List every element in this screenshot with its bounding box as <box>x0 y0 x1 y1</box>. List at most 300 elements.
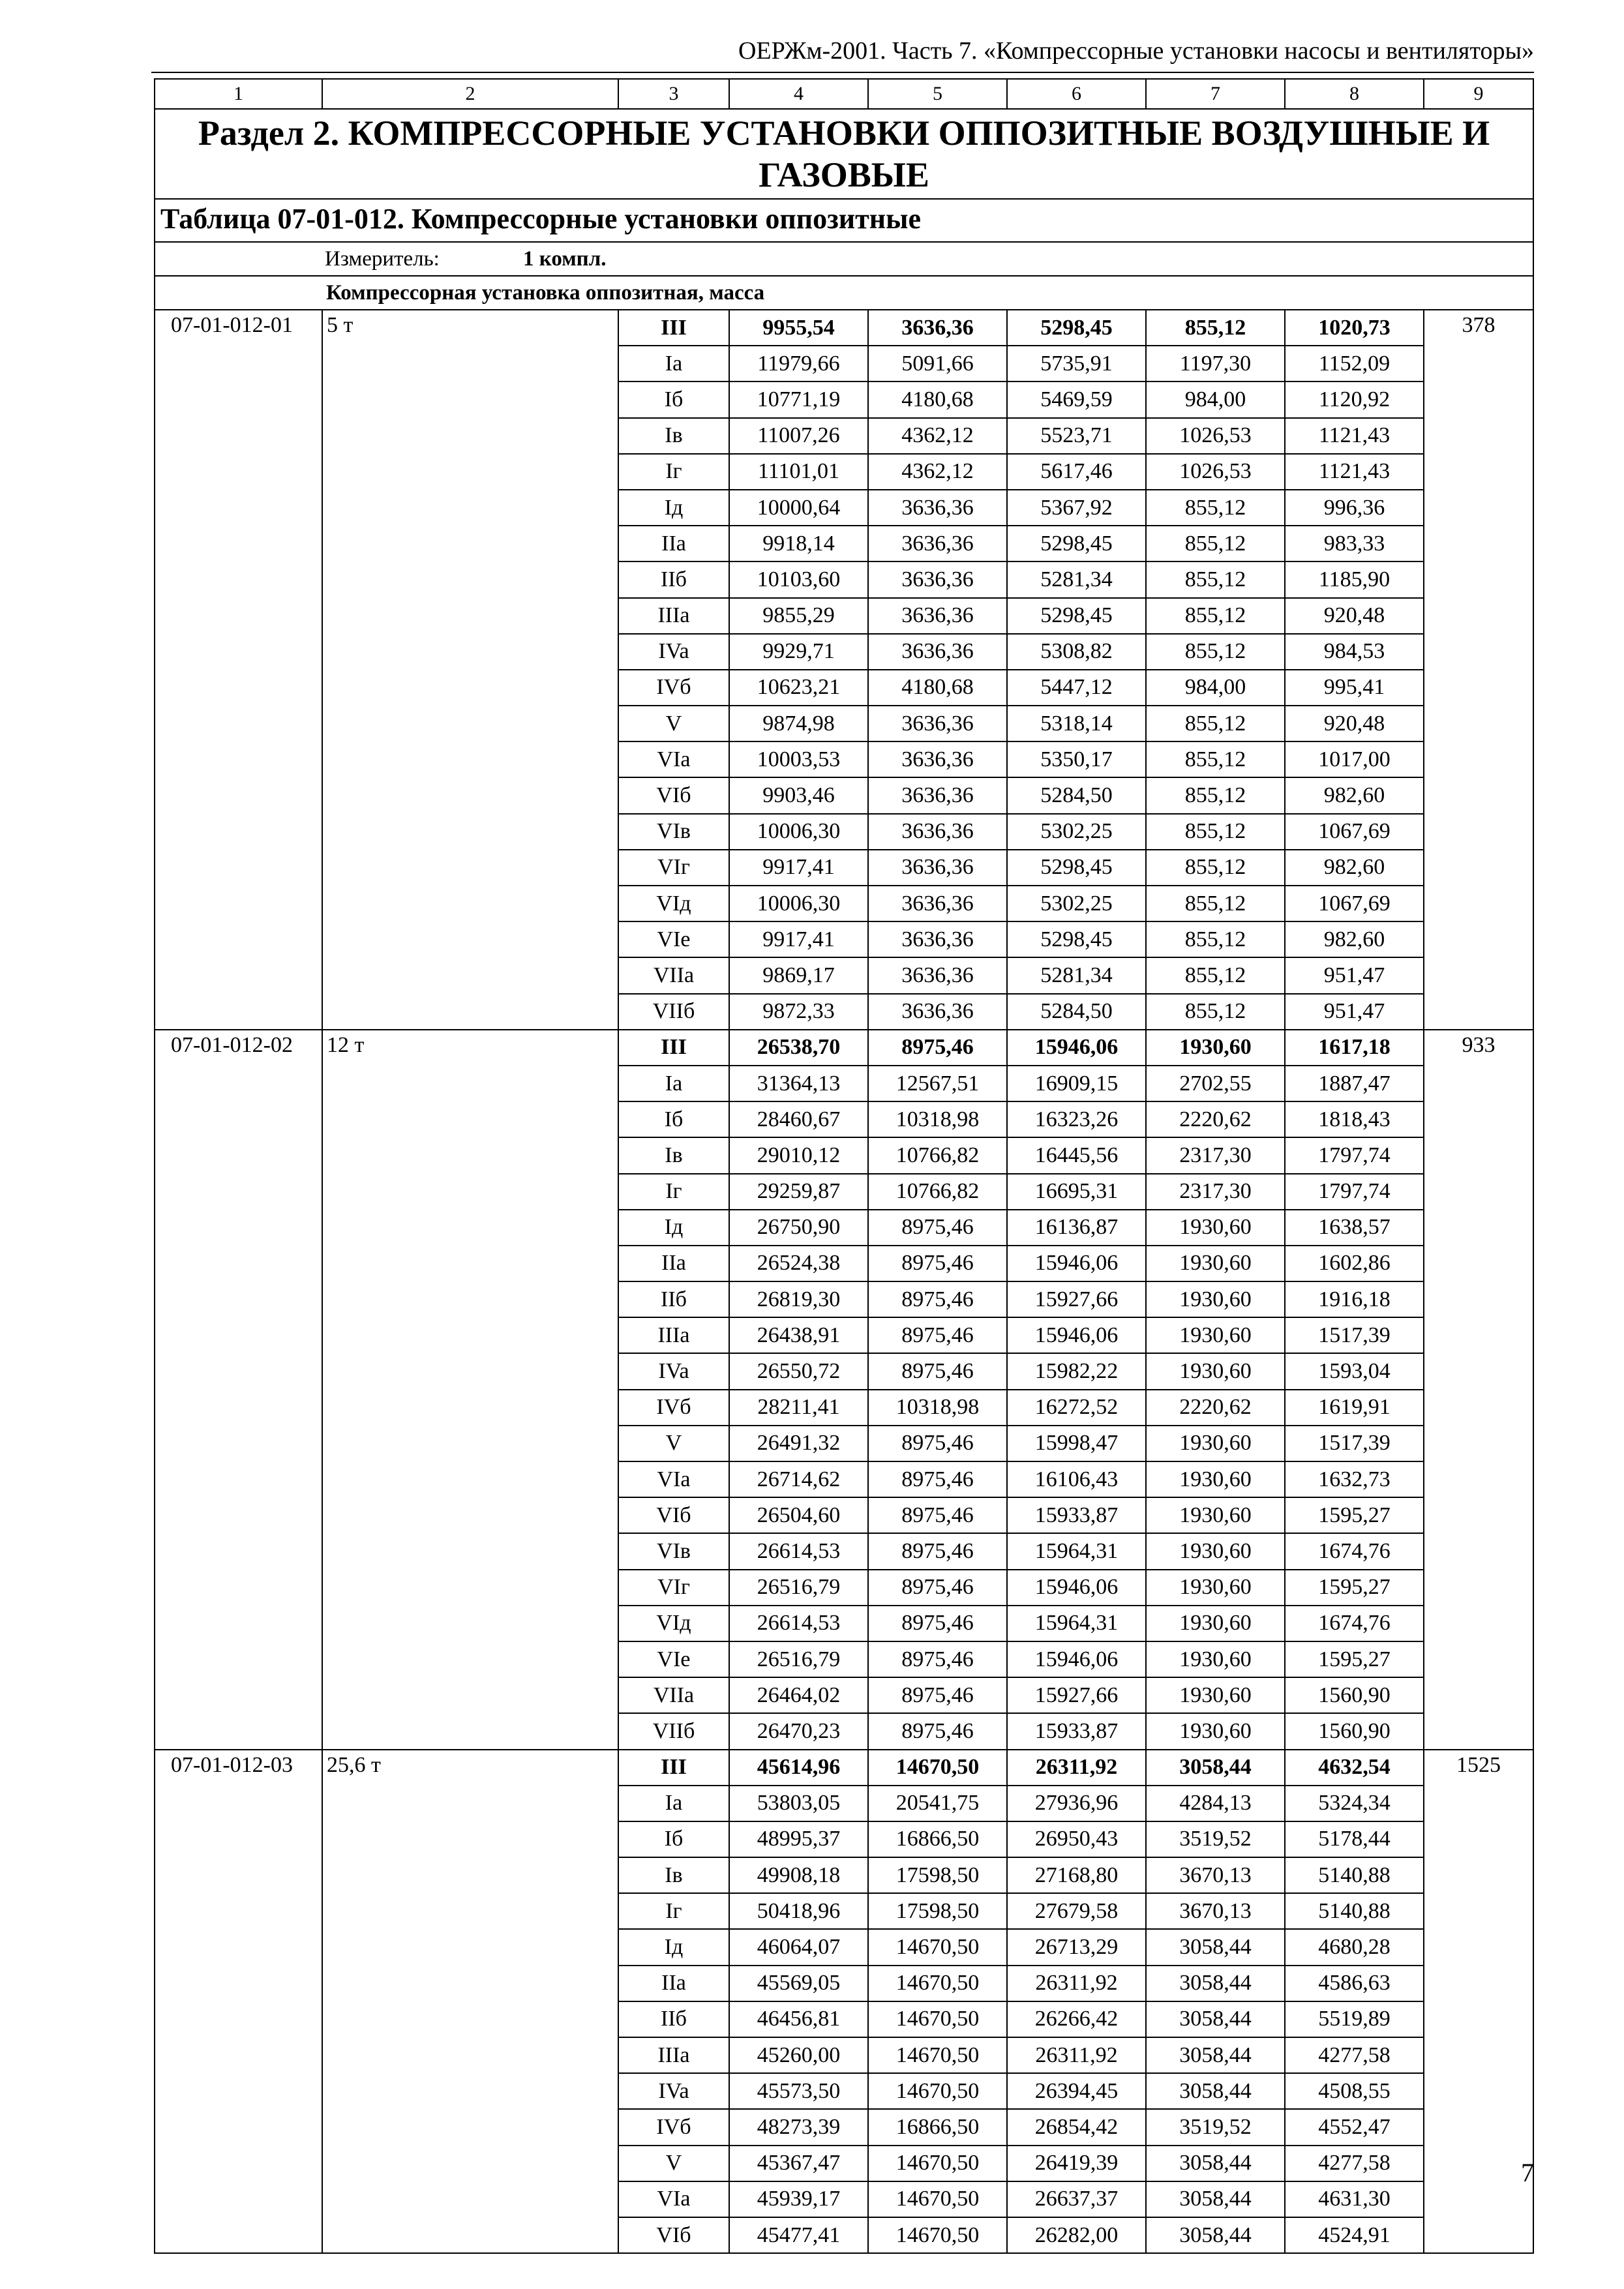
value-cell: 8975,46 <box>868 1533 1007 1569</box>
value-cell: 5735,91 <box>1007 346 1146 382</box>
value-cell: 15946,06 <box>1007 1641 1146 1677</box>
value-cell: 855,12 <box>1146 310 1285 346</box>
rate-code: 07-01-012-03 <box>155 1750 322 2254</box>
value-cell: 8975,46 <box>868 1641 1007 1677</box>
zone-cell: VIa <box>618 741 729 777</box>
value-cell: 9918,14 <box>729 526 868 561</box>
value-cell: 45477,41 <box>729 2217 868 2253</box>
zone-cell: IIa <box>618 1246 729 1281</box>
value-cell: 4277,58 <box>1285 2037 1424 2073</box>
value-cell: 855,12 <box>1146 561 1285 597</box>
value-cell: 1638,57 <box>1285 1210 1424 1246</box>
value-cell: 4508,55 <box>1285 2073 1424 2109</box>
value-cell: 26491,32 <box>729 1426 868 1461</box>
value-cell: 10003,53 <box>729 741 868 777</box>
value-cell: 1595,27 <box>1285 1570 1424 1606</box>
measure-value: 1 компл. <box>523 247 607 271</box>
value-cell: 4362,12 <box>868 454 1007 490</box>
zone-cell: VIг <box>618 1570 729 1606</box>
value-cell: 14670,50 <box>868 2073 1007 2109</box>
value-cell: 8975,46 <box>868 1570 1007 1606</box>
value-cell: 9903,46 <box>729 777 868 813</box>
value-cell: 14670,50 <box>868 2217 1007 2253</box>
value-cell: 855,12 <box>1146 886 1285 921</box>
value-cell: 8975,46 <box>868 1353 1007 1389</box>
value-cell: 3636,36 <box>868 994 1007 1030</box>
column-number: 6 <box>1007 79 1146 109</box>
value-cell: 3670,13 <box>1146 1893 1285 1929</box>
value-cell: 15946,06 <box>1007 1570 1146 1606</box>
value-cell: 8975,46 <box>868 1317 1007 1353</box>
zone-cell: VIIa <box>618 1677 729 1713</box>
value-cell: 10318,98 <box>868 1101 1007 1137</box>
column-numbers-row <box>155 79 1533 109</box>
value-cell: 45569,05 <box>729 1966 868 2001</box>
value-cell: 3636,36 <box>868 957 1007 993</box>
value-cell: 3058,44 <box>1146 1750 1285 1786</box>
value-cell: 15998,47 <box>1007 1426 1146 1461</box>
value-cell: 3636,36 <box>868 598 1007 634</box>
header-rule <box>151 72 1534 73</box>
value-cell: 26819,30 <box>729 1281 868 1317</box>
value-cell: 5324,34 <box>1285 1786 1424 1821</box>
value-cell: 1930,60 <box>1146 1210 1285 1246</box>
value-cell: 4524,91 <box>1285 2217 1424 2253</box>
zone-cell: IVa <box>618 1353 729 1389</box>
value-cell: 3058,44 <box>1146 2217 1285 2253</box>
rate-code: 07-01-012-02 <box>155 1030 322 1750</box>
value-cell: 855,12 <box>1146 526 1285 561</box>
value-cell: 855,12 <box>1146 921 1285 957</box>
value-cell: 5523,71 <box>1007 418 1146 454</box>
value-cell: 45939,17 <box>729 2181 868 2217</box>
value-cell: 1887,47 <box>1285 1066 1424 1101</box>
value-cell: 45614,96 <box>729 1750 868 1786</box>
zone-cell: IIIa <box>618 598 729 634</box>
zone-cell: IIб <box>618 2001 729 2037</box>
value-cell: 5091,66 <box>868 346 1007 382</box>
value-cell: 1121,43 <box>1285 454 1424 490</box>
value-cell: 8975,46 <box>868 1713 1007 1749</box>
value-cell: 16909,15 <box>1007 1066 1146 1101</box>
value-cell: 15927,66 <box>1007 1677 1146 1713</box>
value-cell: 10766,82 <box>868 1137 1007 1173</box>
value-cell: 27679,58 <box>1007 1893 1146 1929</box>
value-cell: 8975,46 <box>868 1677 1007 1713</box>
value-cell: 26464,02 <box>729 1677 868 1713</box>
zone-cell: IVб <box>618 1390 729 1426</box>
value-cell: 1020,73 <box>1285 310 1424 346</box>
value-cell: 14670,50 <box>868 1966 1007 2001</box>
zone-cell: VIIa <box>618 957 729 993</box>
value-cell: 1930,60 <box>1146 1317 1285 1353</box>
value-cell: 983,33 <box>1285 526 1424 561</box>
value-cell: 5178,44 <box>1285 1821 1424 1857</box>
value-cell: 4632,54 <box>1285 1750 1424 1786</box>
value-cell: 1602,86 <box>1285 1246 1424 1281</box>
section-title: Раздел 2. КОМПРЕССОРНЫЕ УСТАНОВКИ ОППОЗИТНЫЕ ВОЗДУШНЫЕ И ГАЗОВЫЕ <box>155 109 1533 199</box>
rates-table <box>154 78 1534 2254</box>
value-cell: 5318,14 <box>1007 706 1146 741</box>
value-cell: 27936,96 <box>1007 1786 1146 1821</box>
value-cell: 26470,23 <box>729 1713 868 1749</box>
value-cell: 26266,42 <box>1007 2001 1146 2037</box>
value-cell: 27168,80 <box>1007 1857 1146 1893</box>
value-cell: 3058,44 <box>1146 2073 1285 2109</box>
value-cell: 1930,60 <box>1146 1246 1285 1281</box>
value-cell: 1120,92 <box>1285 382 1424 417</box>
value-cell: 1930,60 <box>1146 1713 1285 1749</box>
value-cell: 4586,63 <box>1285 1966 1424 2001</box>
zone-cell: Iб <box>618 1821 729 1857</box>
value-cell: 26311,92 <box>1007 1750 1146 1786</box>
column-number: 9 <box>1424 79 1533 109</box>
value-cell: 16106,43 <box>1007 1461 1146 1497</box>
value-cell: 14670,50 <box>868 2181 1007 2217</box>
value-cell: 3519,52 <box>1146 1821 1285 1857</box>
value-cell: 1930,60 <box>1146 1353 1285 1389</box>
value-cell: 20541,75 <box>868 1786 1007 1821</box>
value-cell: 1593,04 <box>1285 1353 1424 1389</box>
value-cell: 10103,60 <box>729 561 868 597</box>
value-cell: 4180,68 <box>868 670 1007 706</box>
value-cell: 3636,36 <box>868 886 1007 921</box>
value-cell: 15946,06 <box>1007 1246 1146 1281</box>
value-cell: 1818,43 <box>1285 1101 1424 1137</box>
value-cell: 1517,39 <box>1285 1317 1424 1353</box>
table-title: Таблица 07-01-012. Компрессорные установки оппозитные <box>155 199 1533 242</box>
value-cell: 28211,41 <box>729 1390 868 1426</box>
value-cell: 5367,92 <box>1007 490 1146 526</box>
zone-cell: VIa <box>618 1461 729 1497</box>
value-cell: 50418,96 <box>729 1893 868 1929</box>
value-cell: 5308,82 <box>1007 634 1146 670</box>
value-cell: 5298,45 <box>1007 598 1146 634</box>
zone-cell: Ia <box>618 1066 729 1101</box>
zone-cell: Iд <box>618 490 729 526</box>
value-cell: 855,12 <box>1146 706 1285 741</box>
value-cell: 1930,60 <box>1146 1281 1285 1317</box>
value-cell: 855,12 <box>1146 634 1285 670</box>
measure-label: Измеритель: <box>325 247 440 271</box>
value-cell: 15946,06 <box>1007 1317 1146 1353</box>
value-cell: 3636,36 <box>868 777 1007 813</box>
zone-cell: VIe <box>618 921 729 957</box>
table-row <box>155 310 1533 346</box>
column-number: 7 <box>1146 79 1285 109</box>
value-cell: 9872,33 <box>729 994 868 1030</box>
zone-cell: VIв <box>618 1533 729 1569</box>
value-cell: 855,12 <box>1146 814 1285 850</box>
value-cell: 982,60 <box>1285 921 1424 957</box>
value-cell: 11007,26 <box>729 418 868 454</box>
zone-cell: VIд <box>618 1606 729 1641</box>
value-cell: 15933,87 <box>1007 1497 1146 1533</box>
value-cell: 15946,06 <box>1007 1030 1146 1066</box>
value-cell: 4277,58 <box>1285 2146 1424 2181</box>
value-cell: 3519,52 <box>1146 2109 1285 2145</box>
value-cell: 5281,34 <box>1007 561 1146 597</box>
value-cell: 3636,36 <box>868 310 1007 346</box>
value-cell: 26282,00 <box>1007 2217 1146 2253</box>
value-cell: 1930,60 <box>1146 1426 1285 1461</box>
zone-cell: Iг <box>618 1174 729 1210</box>
value-cell: 48995,37 <box>729 1821 868 1857</box>
value-cell: 5284,50 <box>1007 777 1146 813</box>
value-cell: 16866,50 <box>868 2109 1007 2145</box>
value-cell: 3058,44 <box>1146 2146 1285 2181</box>
value-cell: 8975,46 <box>868 1606 1007 1641</box>
zone-cell: VIв <box>618 814 729 850</box>
value-cell: 26311,92 <box>1007 1966 1146 2001</box>
value-cell: 9955,54 <box>729 310 868 346</box>
value-cell: 3636,36 <box>868 634 1007 670</box>
zone-cell: IIб <box>618 1281 729 1317</box>
value-cell: 16866,50 <box>868 1821 1007 1857</box>
value-cell: 855,12 <box>1146 994 1285 1030</box>
value-cell: 12567,51 <box>868 1066 1007 1101</box>
value-cell: 3636,36 <box>868 490 1007 526</box>
value-cell: 15927,66 <box>1007 1281 1146 1317</box>
value-cell: 46064,07 <box>729 1929 868 1965</box>
value-cell: 1595,27 <box>1285 1641 1424 1677</box>
value-cell: 1067,69 <box>1285 814 1424 850</box>
zone-cell: Iв <box>618 1137 729 1173</box>
value-cell: 8975,46 <box>868 1281 1007 1317</box>
zone-cell: IIб <box>618 561 729 597</box>
page-number: 7 <box>1521 2158 1534 2187</box>
value-cell: 14670,50 <box>868 2146 1007 2181</box>
value-cell: 26524,38 <box>729 1246 868 1281</box>
value-cell: 1026,53 <box>1146 454 1285 490</box>
value-cell: 1121,43 <box>1285 418 1424 454</box>
value-cell: 9874,98 <box>729 706 868 741</box>
value-cell: 28460,67 <box>729 1101 868 1137</box>
value-cell: 3058,44 <box>1146 1929 1285 1965</box>
value-cell: 26750,90 <box>729 1210 868 1246</box>
value-cell: 9869,17 <box>729 957 868 993</box>
value-cell: 2220,62 <box>1146 1390 1285 1426</box>
value-cell: 1560,90 <box>1285 1713 1424 1749</box>
zone-cell: III <box>618 1750 729 1786</box>
table-row <box>155 1030 1533 1066</box>
zone-cell: IVб <box>618 2109 729 2145</box>
value-cell: 1930,60 <box>1146 1641 1285 1677</box>
value-cell: 8975,46 <box>868 1497 1007 1533</box>
zone-cell: VIa <box>618 2181 729 2217</box>
value-cell: 26438,91 <box>729 1317 868 1353</box>
value-cell: 45573,50 <box>729 2073 868 2109</box>
column-number: 1 <box>155 79 322 109</box>
value-cell: 5298,45 <box>1007 921 1146 957</box>
value-cell: 1619,91 <box>1285 1390 1424 1426</box>
table-row <box>155 1750 1533 1786</box>
value-cell: 5302,25 <box>1007 814 1146 850</box>
value-cell: 53803,05 <box>729 1786 868 1821</box>
zone-cell: Iг <box>618 1893 729 1929</box>
value-cell: 45260,00 <box>729 2037 868 2073</box>
zone-cell: VIe <box>618 1641 729 1677</box>
value-cell: 10006,30 <box>729 886 868 921</box>
zone-cell: Iв <box>618 418 729 454</box>
value-cell: 45367,47 <box>729 2146 868 2181</box>
value-cell: 9917,41 <box>729 921 868 957</box>
value-cell: 49908,18 <box>729 1857 868 1893</box>
rate-code: 07-01-012-01 <box>155 310 322 1030</box>
value-cell: 855,12 <box>1146 957 1285 993</box>
column-number: 3 <box>618 79 729 109</box>
value-cell: 2220,62 <box>1146 1101 1285 1137</box>
zone-cell: Iб <box>618 382 729 417</box>
value-cell: 1674,76 <box>1285 1606 1424 1641</box>
zone-cell: VIб <box>618 777 729 813</box>
value-cell: 26714,62 <box>729 1461 868 1497</box>
value-cell: 15982,22 <box>1007 1353 1146 1389</box>
value-cell: 1930,60 <box>1146 1606 1285 1641</box>
value-cell: 982,60 <box>1285 850 1424 886</box>
value-cell: 5140,88 <box>1285 1857 1424 1893</box>
mass-cell: 5 т <box>322 310 618 1030</box>
value-cell: 26713,29 <box>1007 1929 1146 1965</box>
value-cell: 26504,60 <box>729 1497 868 1533</box>
value-cell: 5617,46 <box>1007 454 1146 490</box>
resource-name: Компрессорная установка оппозитная, масса <box>155 276 1533 310</box>
value-cell: 5302,25 <box>1007 886 1146 921</box>
value-cell: 5519,89 <box>1285 2001 1424 2037</box>
value-cell: 1797,74 <box>1285 1174 1424 1210</box>
value-cell: 26394,45 <box>1007 2073 1146 2109</box>
value-cell: 5469,59 <box>1007 382 1146 417</box>
value-cell: 3058,44 <box>1146 2001 1285 2037</box>
value-cell: 2702,55 <box>1146 1066 1285 1101</box>
zone-cell: III <box>618 310 729 346</box>
value-cell: 3636,36 <box>868 706 1007 741</box>
value-cell: 10006,30 <box>729 814 868 850</box>
zone-cell: VIIб <box>618 1713 729 1749</box>
zone-cell: IVa <box>618 634 729 670</box>
value-cell: 1026,53 <box>1146 418 1285 454</box>
value-cell: 920,48 <box>1285 598 1424 634</box>
zone-cell: Ia <box>618 1786 729 1821</box>
value-cell: 14670,50 <box>868 2001 1007 2037</box>
value-cell: 1930,60 <box>1146 1030 1285 1066</box>
zone-cell: III <box>618 1030 729 1066</box>
value-cell: 3058,44 <box>1146 2181 1285 2217</box>
value-cell: 8975,46 <box>868 1030 1007 1066</box>
zone-cell: Iд <box>618 1210 729 1246</box>
value-cell: 5350,17 <box>1007 741 1146 777</box>
value-cell: 1152,09 <box>1285 346 1424 382</box>
value-cell: 9929,71 <box>729 634 868 670</box>
value-cell: 1632,73 <box>1285 1461 1424 1497</box>
page-header: ОЕРЖм-2001. Часть 7. «Компрессорные установки насосы и вентиляторы» <box>738 37 1534 65</box>
value-cell: 5298,45 <box>1007 310 1146 346</box>
value-cell: 1595,27 <box>1285 1497 1424 1533</box>
value-cell: 855,12 <box>1146 490 1285 526</box>
value-cell: 3636,36 <box>868 814 1007 850</box>
value-cell: 10771,19 <box>729 382 868 417</box>
zone-cell: V <box>618 706 729 741</box>
value-cell: 26614,53 <box>729 1606 868 1641</box>
value-cell: 3058,44 <box>1146 2037 1285 2073</box>
value-cell: 951,47 <box>1285 994 1424 1030</box>
value-cell: 31364,13 <box>729 1066 868 1101</box>
value-cell: 1560,90 <box>1285 1677 1424 1713</box>
value-cell: 1797,74 <box>1285 1137 1424 1173</box>
value-cell: 8975,46 <box>868 1461 1007 1497</box>
zone-cell: IIa <box>618 1966 729 2001</box>
value-cell: 26538,70 <box>729 1030 868 1066</box>
value-cell: 17598,50 <box>868 1893 1007 1929</box>
value-cell: 3636,36 <box>868 561 1007 597</box>
value-cell: 26550,72 <box>729 1353 868 1389</box>
value-cell: 1185,90 <box>1285 561 1424 597</box>
value-cell: 16136,87 <box>1007 1210 1146 1246</box>
value-cell: 2317,30 <box>1146 1174 1285 1210</box>
value-cell: 8975,46 <box>868 1426 1007 1461</box>
value-cell: 855,12 <box>1146 850 1285 886</box>
value-cell: 3058,44 <box>1146 1966 1285 2001</box>
measure-row <box>155 242 1533 276</box>
value-cell: 4680,28 <box>1285 1929 1424 1965</box>
value-cell: 995,41 <box>1285 670 1424 706</box>
value-cell: 3670,13 <box>1146 1857 1285 1893</box>
value-cell: 26614,53 <box>729 1533 868 1569</box>
value-cell: 984,00 <box>1146 382 1285 417</box>
value-cell: 16272,52 <box>1007 1390 1146 1426</box>
value-cell: 26419,39 <box>1007 2146 1146 2181</box>
value-cell: 984,00 <box>1146 670 1285 706</box>
value-cell: 1930,60 <box>1146 1570 1285 1606</box>
zone-cell: Iб <box>618 1101 729 1137</box>
value-cell: 29010,12 <box>729 1137 868 1173</box>
value-cell: 48273,39 <box>729 2109 868 2145</box>
zone-cell: VIIб <box>618 994 729 1030</box>
zone-cell: VIб <box>618 2217 729 2253</box>
value-cell: 26311,92 <box>1007 2037 1146 2073</box>
column-number: 5 <box>868 79 1007 109</box>
value-cell: 26950,43 <box>1007 1821 1146 1857</box>
value-cell: 14670,50 <box>868 1750 1007 1786</box>
value-cell: 26516,79 <box>729 1641 868 1677</box>
zone-cell: IIa <box>618 526 729 561</box>
value-cell: 951,47 <box>1285 957 1424 993</box>
value-cell: 15964,31 <box>1007 1533 1146 1569</box>
value-cell: 46456,81 <box>729 2001 868 2037</box>
value-cell: 29259,87 <box>729 1174 868 1210</box>
zone-cell: Ia <box>618 346 729 382</box>
value-cell: 1617,18 <box>1285 1030 1424 1066</box>
value-cell: 3636,36 <box>868 921 1007 957</box>
col9-cell: 933 <box>1424 1030 1533 1750</box>
value-cell: 1930,60 <box>1146 1533 1285 1569</box>
value-cell: 26637,37 <box>1007 2181 1146 2217</box>
value-cell: 4362,12 <box>868 418 1007 454</box>
value-cell: 1916,18 <box>1285 1281 1424 1317</box>
zone-cell: Iв <box>618 1857 729 1893</box>
value-cell: 16445,56 <box>1007 1137 1146 1173</box>
value-cell: 10623,21 <box>729 670 868 706</box>
value-cell: 8975,46 <box>868 1210 1007 1246</box>
zone-cell: V <box>618 1426 729 1461</box>
value-cell: 9917,41 <box>729 850 868 886</box>
zone-cell: Iг <box>618 454 729 490</box>
value-cell: 1197,30 <box>1146 346 1285 382</box>
value-cell: 984,53 <box>1285 634 1424 670</box>
value-cell: 11979,66 <box>729 346 868 382</box>
zone-cell: IVб <box>618 670 729 706</box>
value-cell: 1930,60 <box>1146 1461 1285 1497</box>
